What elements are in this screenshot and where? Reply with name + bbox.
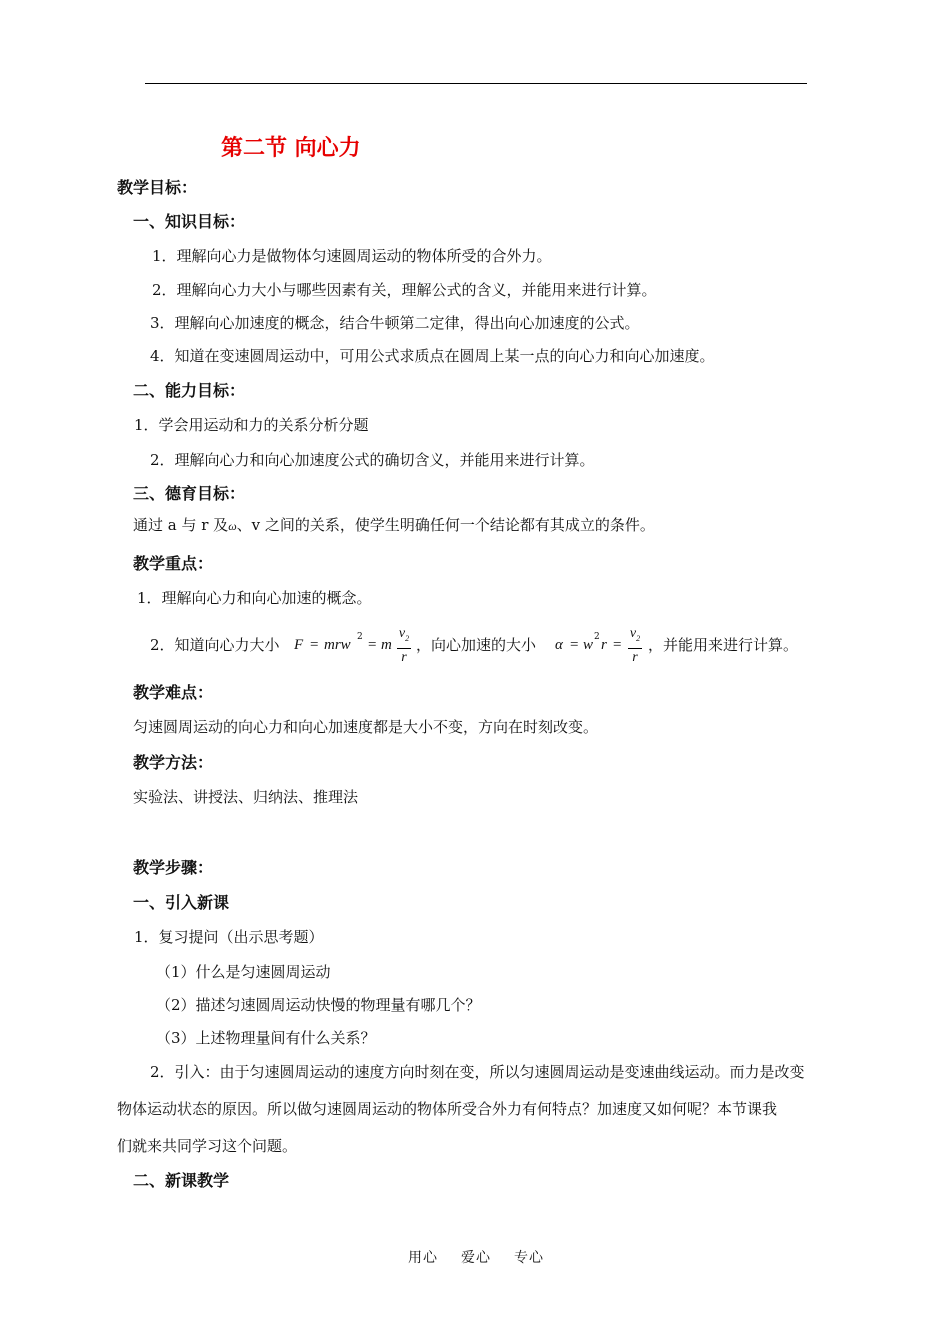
steps-heading: 教学步骤： <box>133 858 214 877</box>
moral-text: 通过 a 与 r 及ω、v 之间的关系，使学生明确任何一个结论都有其成立的条件。 <box>133 516 655 534</box>
formula2-w: w <box>583 637 594 653</box>
formula1-fraction: $v_2$ r <box>398 626 410 665</box>
objectives-heading: 教学目标： <box>117 178 198 197</box>
formula2-eq1: = <box>570 637 579 653</box>
formula2-exp: 2 <box>594 632 600 642</box>
formula1-mrw: mrw <box>324 637 351 653</box>
formula1-m: m <box>381 637 392 653</box>
question-1: （1）什么是匀速圆周运动 <box>156 963 331 981</box>
ability-item-1: 1．学会用运动和力的关系分析分题 <box>134 416 369 434</box>
footer-c: 专心 <box>514 1250 544 1266</box>
intro-paragraph-line-2: 物体运动状态的原因。所以做匀速圆周运动的物体所受合外力有何特点？加速度又如何呢？本节课我 <box>117 1100 778 1118</box>
formula2-fraction: $v_2$ r <box>629 626 641 665</box>
intro-paragraph-line-1: 2．引入：由于匀速圆周运动的速度方向时刻在变，所以匀速圆周运动是变速曲线运动。而力是改变 <box>150 1063 805 1081</box>
key-item-1: 1．理解向心力和向心加速的概念。 <box>137 589 372 607</box>
key-item-2-c: ，并能用来进行计算。 <box>648 636 799 654</box>
formula2-eq2: = <box>613 637 622 653</box>
moral-heading: 三、德育目标： <box>133 484 246 503</box>
knowledge-item-1: 1．理解向心力是做物体匀速圆周运动的物体所受的合外力。 <box>152 247 552 265</box>
method-heading: 教学方法： <box>133 753 214 772</box>
intro-paragraph-line-3: 们就来共同学习这个问题。 <box>117 1137 298 1155</box>
method-text: 实验法、讲授法、归纳法、推理法 <box>133 788 359 806</box>
header-rule <box>145 83 807 84</box>
step-1: 1．复习提问（出示思考题） <box>134 928 324 946</box>
formula1-exp: 2 <box>357 632 363 642</box>
omega-symbol: ω <box>228 519 237 533</box>
formula1-lhs: F <box>294 637 304 653</box>
knowledge-item-3: 3．理解向心加速度的概念，结合牛顿第二定律，得出向心加速度的公式。 <box>150 314 640 332</box>
difficulty-heading: 教学难点： <box>133 683 214 702</box>
difficulty-text: 匀速圆周运动的向心力和向心加速度都是大小不变，方向在时刻改变。 <box>133 718 599 736</box>
formula2-r: r <box>601 637 607 653</box>
ability-item-2: 2．理解向心力和向心加速度公式的确切含义，并能用来进行计算。 <box>150 451 595 469</box>
ability-heading: 二、能力目标： <box>133 381 246 400</box>
key-item-2-a: 2．知道向心力大小 <box>150 636 280 654</box>
knowledge-item-4: 4．知道在变速圆周运动中，可用公式求质点在圆周上某一点的向心力和向心加速度。 <box>150 347 715 365</box>
question-3: （3）上述物理量间有什么关系？ <box>156 1029 376 1047</box>
key-heading: 教学重点： <box>133 554 214 573</box>
page-title: 第二节 向心力 <box>221 136 361 161</box>
key-item-2-b: ，向心加速的大小 <box>416 636 537 654</box>
footer-a: 用心 <box>408 1250 438 1266</box>
intro-heading: 一、引入新课 <box>133 893 230 912</box>
new-lesson-heading: 二、新课教学 <box>133 1171 230 1190</box>
question-2: （2）描述匀速圆周运动快慢的物理量有哪几个？ <box>156 996 481 1014</box>
formula1-eq2: = <box>368 637 377 653</box>
knowledge-item-2: 2．理解向心力大小与哪些因素有关，理解公式的含义，并能用来进行计算。 <box>152 281 657 299</box>
knowledge-heading: 一、知识目标： <box>133 212 246 231</box>
formula1-eq1: = <box>310 637 319 653</box>
footer-b: 爱心 <box>461 1250 491 1266</box>
formula2-lhs: α <box>555 637 563 653</box>
